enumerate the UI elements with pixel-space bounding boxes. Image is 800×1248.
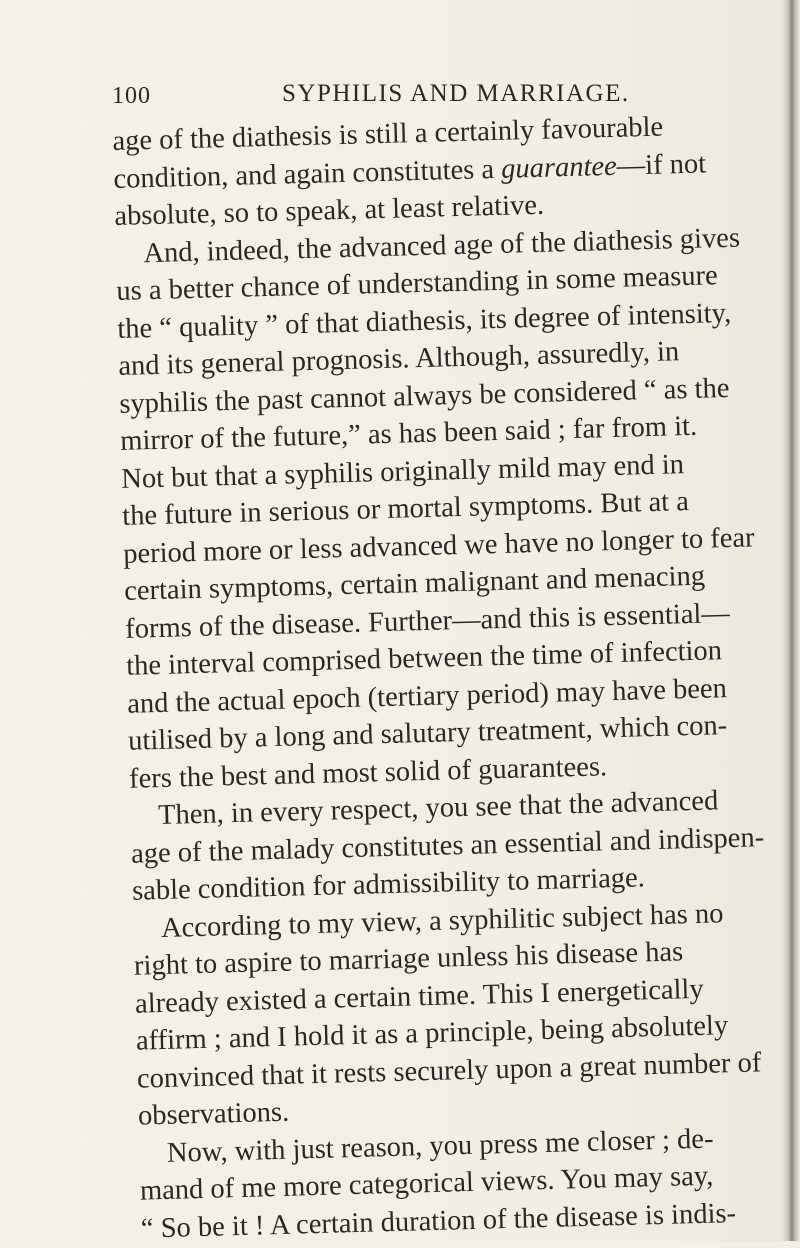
text-line: the “ quality ” of that diathesis, its degree of intensity, bbox=[116, 297, 732, 345]
text-line: certain symptoms, certain malignant and menacing bbox=[123, 560, 706, 607]
text-line: forms of the disease. Further—and this is essential— bbox=[124, 597, 731, 645]
text-line: us a better chance of understanding in some measure bbox=[116, 260, 719, 307]
text-line: condition, and again constitutes a guarantee—if not bbox=[113, 147, 707, 195]
text-line: “ So be it ! A certain duration of the disease is indis- bbox=[140, 1197, 737, 1245]
text-line: mand of me more categorical views. You may say, bbox=[139, 1160, 714, 1207]
text-line: and the actual epoch (tertiary period) may have been bbox=[126, 672, 728, 720]
text-line: Not but that a syphilis originally mild may end in bbox=[120, 448, 685, 495]
text-line: sable condition for admissibility to marriage. bbox=[131, 862, 646, 907]
body-text bbox=[112, 106, 791, 1248]
text-line: fers the best and most solid of guarantees. bbox=[128, 750, 608, 795]
text-line: syphilis the past cannot always be considered “ as the bbox=[118, 372, 730, 420]
page-edge-shadow bbox=[782, 0, 800, 1241]
text-line: And, indeed, the advanced age of the diathesis gives bbox=[143, 222, 741, 269]
text-line: observations. bbox=[137, 1096, 290, 1132]
text-line: age of the diathesis is still a certainly favourable bbox=[112, 111, 664, 157]
text-line: and its general prognosis. Although, assuredly, in bbox=[117, 336, 680, 382]
text-line: right to aspire to marriage unless his disease has bbox=[133, 936, 684, 982]
text-line: According to my view, a syphilitic subject has no bbox=[160, 897, 724, 944]
text-line: utilised by a long and salutary treatment, which con- bbox=[127, 710, 728, 757]
text-line: the interval comprised between the time of infection bbox=[125, 635, 723, 682]
page-number: 100 bbox=[112, 83, 151, 109]
text-line: convinced that it rests securely upon a great number of bbox=[136, 1046, 762, 1095]
text-line: absolute, so to speak, at least relative. bbox=[114, 189, 545, 232]
running-head: SYPHILIS AND MARRIAGE. bbox=[282, 80, 630, 107]
text-line: already existed a certain time. This I energetically bbox=[134, 973, 704, 1020]
text-line: age of the malady constitutes an essential and indispen- bbox=[130, 821, 765, 870]
text-line: Now, with just reason, you press me closer ; de- bbox=[166, 1123, 714, 1169]
text-line: period more or less advanced we have no longer to fear bbox=[122, 521, 755, 570]
text-line: the future in serious or mortal symptoms. But at a bbox=[121, 486, 690, 532]
text-line: mirror of the future,” as has been said ; far from it. bbox=[119, 410, 698, 457]
text-line: Then, in every respect, you see that the advanced bbox=[157, 785, 719, 832]
text-line: affirm ; and I hold it as a principle, being absolutely bbox=[135, 1010, 729, 1057]
